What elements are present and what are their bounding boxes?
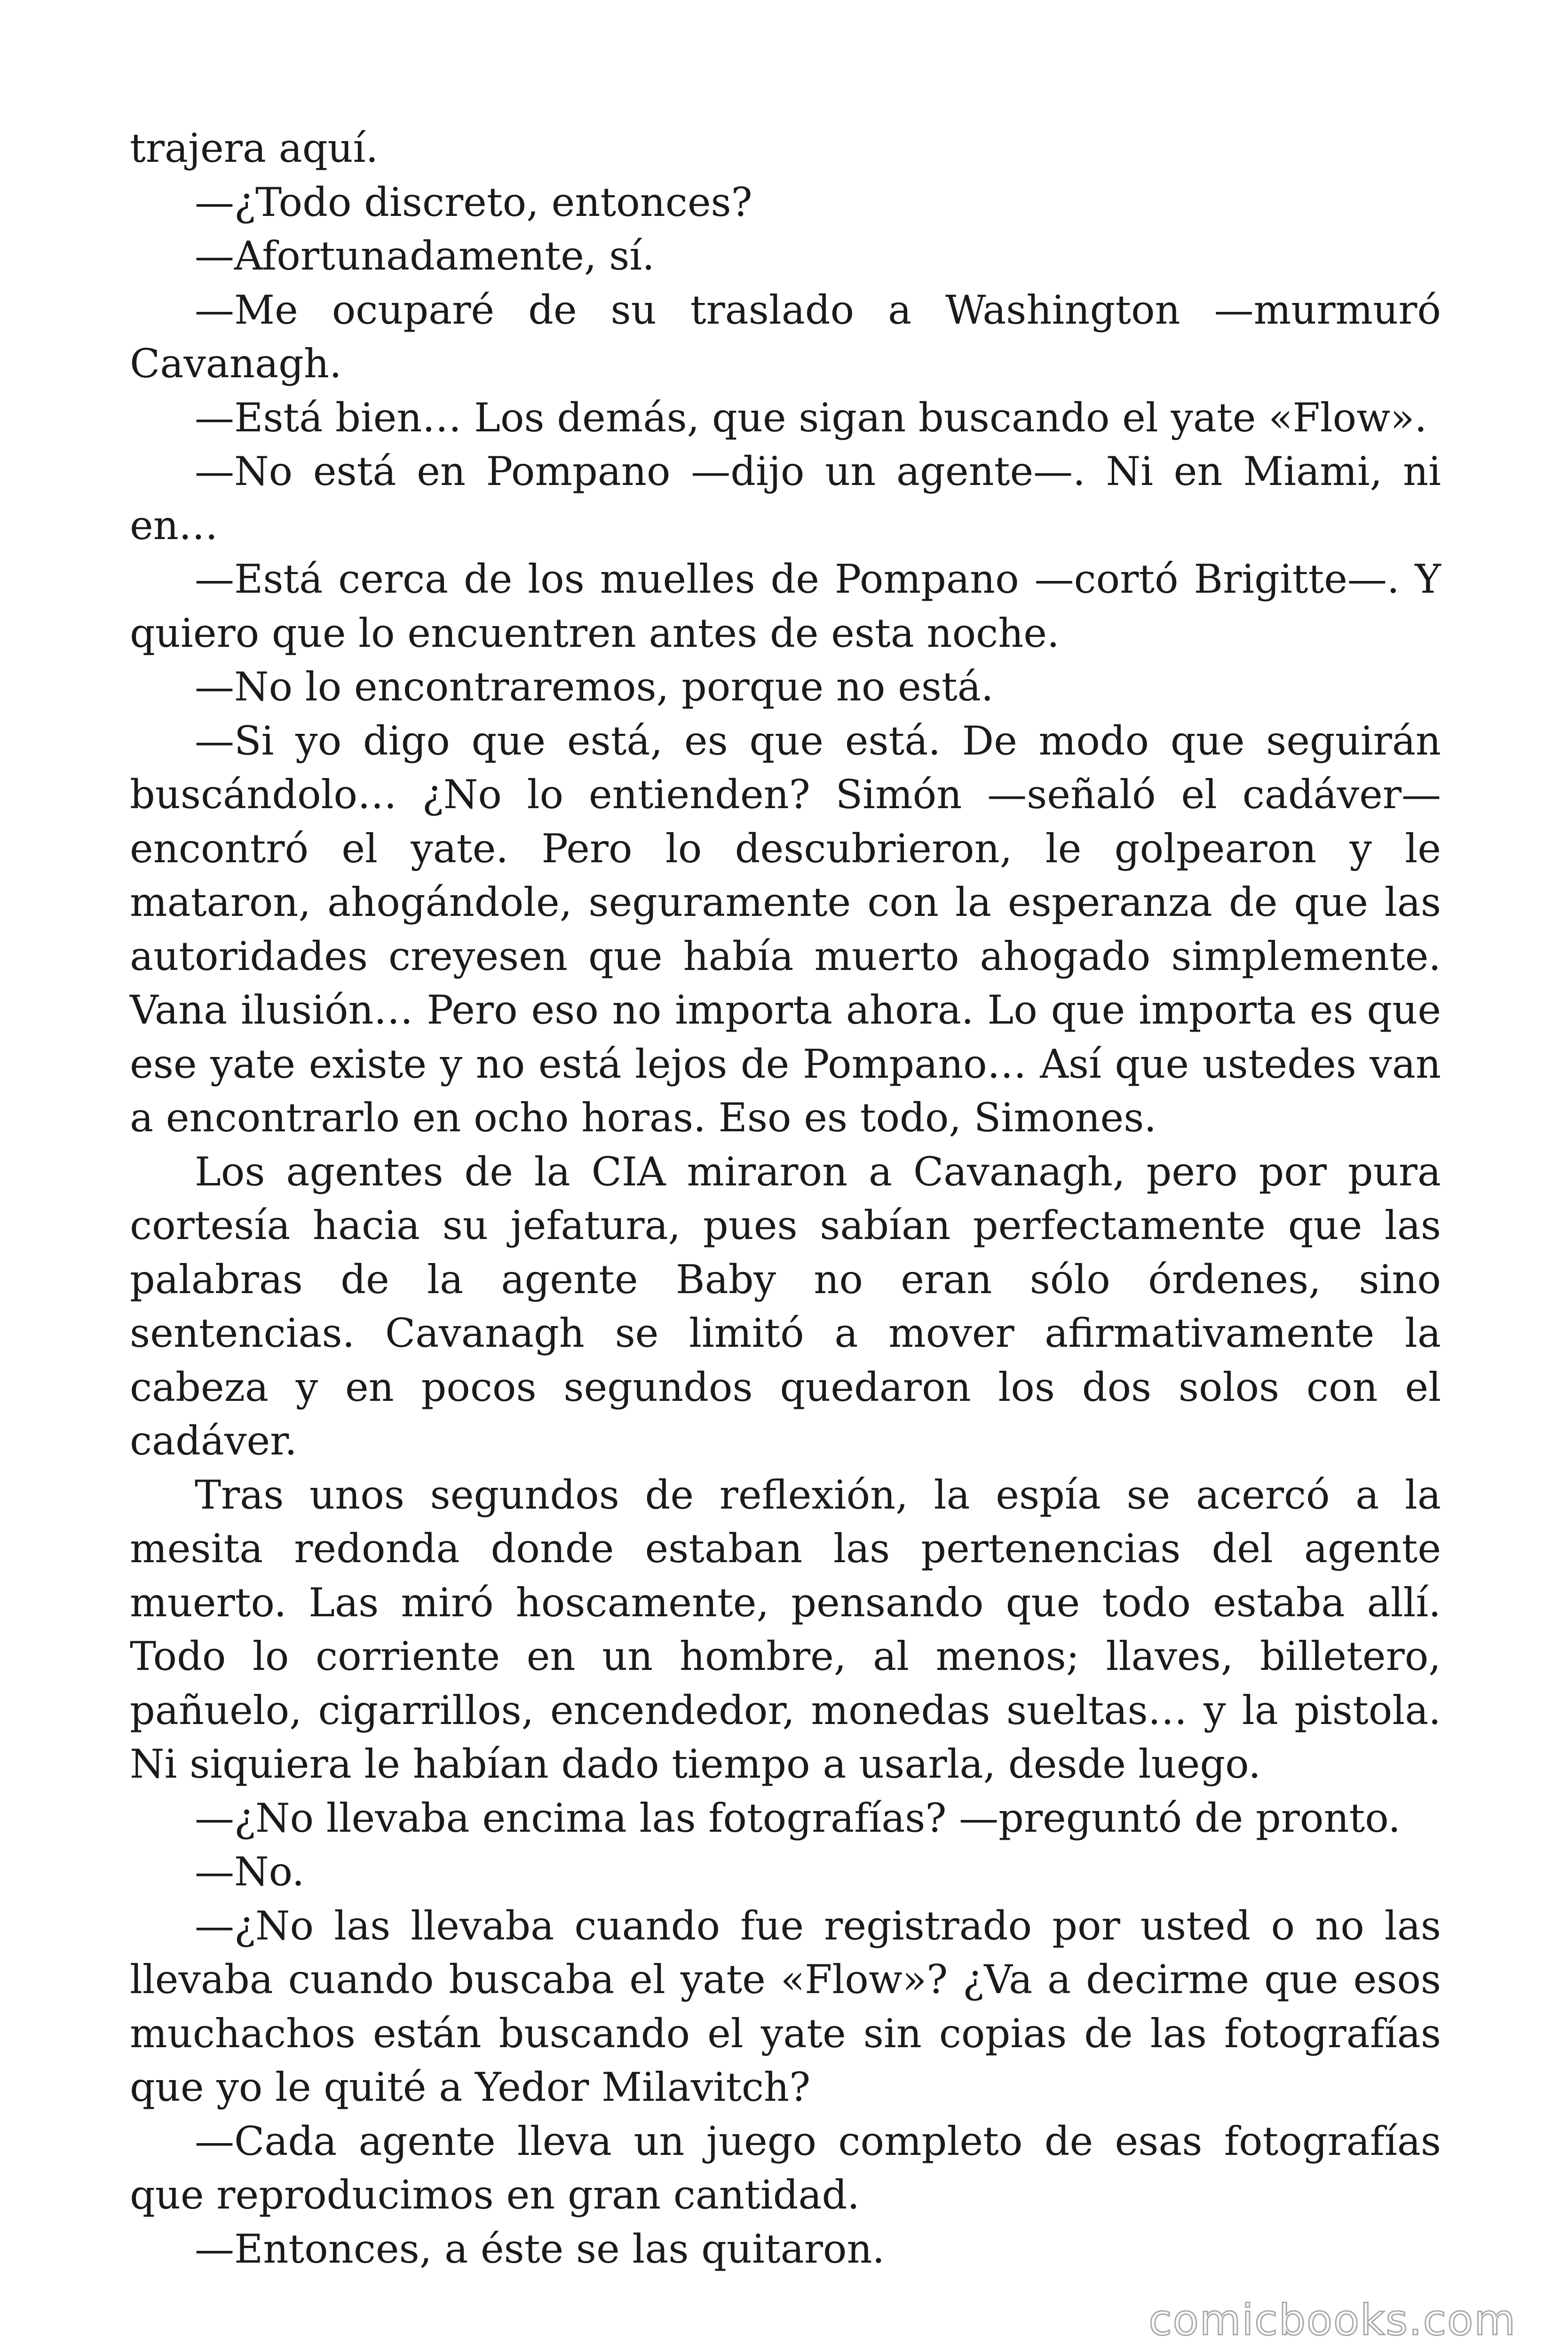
paragraph: —No. xyxy=(195,1849,305,1895)
paragraph: —Está cerca de los muelles de Pompano —cortó Brigitte—. Y quiero que lo encuentren antes de esta noche. xyxy=(130,556,1441,656)
paragraph: —Afortunadamente, sí. xyxy=(195,233,655,279)
paragraph: Tras unos segundos de reflexión, la espía se acercó a la mesita redonda donde estaban las pertenencias del agente muerto. Las miró hoscamente, pensando que todo estaba allí. Todo lo corriente en un hombre, al menos; llaves, billetero, pañuelo, cigarrillos, encendedor, monedas sueltas… y la pistola. Ni siquiera le habían dado tiempo a usarla, desde luego. xyxy=(130,1471,1441,1787)
paragraph: —¿No las llevaba cuando fue registrado por usted o no las llevaba cuando buscaba el yate «Flow»? ¿Va a decirme que esos muchachos están buscando el yate sin copias de las fotografías que yo le quité a Yedor Milavitch? xyxy=(130,1902,1441,2110)
paragraph: —Está bien… Los demás, que sigan buscando el yate «Flow». xyxy=(195,394,1427,441)
paragraph: —Entonces, a éste se las quitaron. xyxy=(195,2225,885,2272)
page-text xyxy=(130,121,1441,2276)
paragraph: —No lo encontraremos, porque no está. xyxy=(195,664,994,710)
paragraph: —No está en Pompano —dijo un agente—. Ni en Miami, ni en… xyxy=(130,448,1441,548)
paragraph: —¿Todo discreto, entonces? xyxy=(195,179,752,225)
paragraph: trajera aquí. xyxy=(130,125,379,171)
paragraph: —Me ocuparé de su traslado a Washington —murmuró Cavanagh. xyxy=(130,286,1441,387)
paragraph: Los agentes de la CIA miraron a Cavanagh, pero por pura cortesía hacia su jefatura, pues sabían perfectamente que las palabras de la agente Baby no eran sólo órdenes, sino sentencias. Cavanagh se limitó a mover afirmativamente la cabeza y en pocos segundos quedaron los dos solos con el cadáver. xyxy=(130,1148,1441,1464)
paragraph: —¿No llevaba encima las fotografías? —preguntó de pronto. xyxy=(195,1795,1401,1841)
watermark: comicbooks.com xyxy=(1148,2296,1516,2345)
paragraph: —Cada agente lleva un juego completo de esas fotografías que reproducimos en gran cantidad. xyxy=(130,2118,1441,2218)
paragraph: —Si yo digo que está, es que está. De modo que seguirán buscándolo… ¿No lo entienden? Simón —señaló el cadáver— encontró el yate. Pero lo descubrieron, le golpearon y le mataron, ahogándole, seguramente con la esperanza de que las autoridades creyesen que había muerto ahogado simplemente. Vana ilusión… Pero eso no importa ahora. Lo que importa es que ese yate existe y no está lejos de Pompano… Así que ustedes van a encontrarlo en ocho horas. Eso es todo, Simones. xyxy=(130,717,1441,1141)
